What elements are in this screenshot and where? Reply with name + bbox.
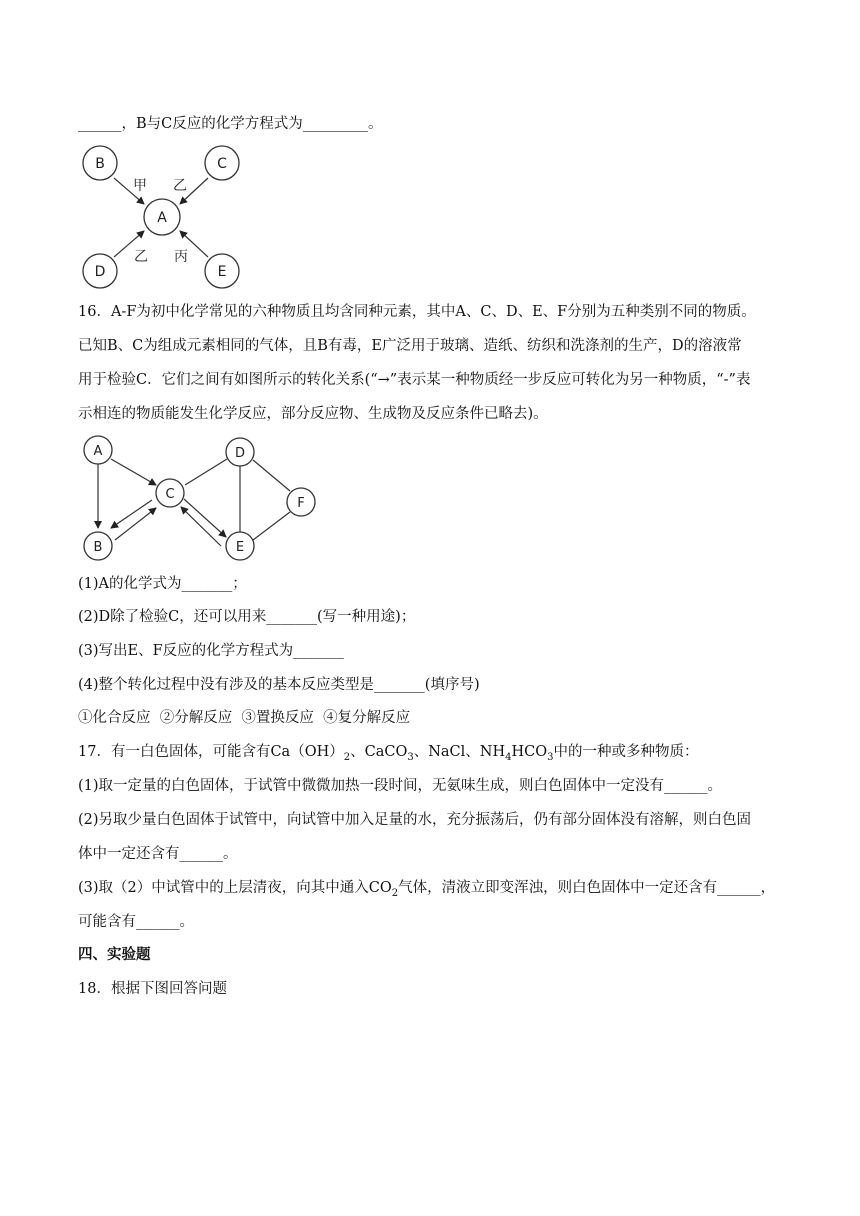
q16-arrow-c-e	[184, 499, 226, 537]
q17-intro: 17．有一白色固体，可能含有$Ca(OH)_2$、CaCO$_3$、NaCl、$NH_4HCO_3$中的一种或多种物质：	[78, 744, 699, 763]
q15-label-jia: 甲	[133, 178, 147, 194]
q17-sub1: (1)取一定量的白色固体，于试管中微微加热一段时间，无氨味生成，则白色固体中一定没有______。	[78, 778, 723, 794]
q15-node-b-label: B	[95, 156, 105, 172]
q16-sub1: (1)A的化学式为_______；	[78, 576, 247, 592]
q18-text: 18．根据下图回答问题	[78, 981, 227, 997]
q16-node-a-label: A	[93, 444, 103, 459]
q16-link-d-f	[253, 460, 290, 491]
q16-node-c-label: C	[165, 487, 175, 502]
q15-label-bing: 丙	[174, 249, 188, 265]
q16-para-line2: 已知B、C为组成元素相同的气体，且B有毒，E广泛用于玻璃、造纸、纺织和洗涤剂的生产，D的溶液常	[78, 338, 742, 354]
q16-para-line1: 16．A-F为初中化学常见的六种物质且均含同种元素，其中A、C、D、E、F分别为五种类别不同的物质。	[78, 304, 756, 320]
q16-arrow-a-c	[111, 459, 156, 485]
q17-sub2-line1: (2)另取少量白色固体于试管中，向试管中加入足量的水，充分振荡后，仍有部分固体没有溶解，则白色固	[78, 812, 752, 828]
q16-arrow-b-c	[115, 508, 156, 540]
q16-node-f-label: F	[297, 496, 305, 511]
q16-sub2: (2)D除了检验C，还可以用来_______(写一种用途)；	[78, 609, 416, 625]
q15-label-yi-top: 乙	[173, 178, 187, 194]
q16-node-d-label: D	[234, 446, 246, 461]
q16-link-c-d	[185, 459, 227, 485]
q16-node-e-label: E	[235, 540, 245, 555]
q15-node-c-label: C	[217, 156, 227, 172]
q17-sub3-line1: (3)取（2）中试管中的上层清夜，向其中通入$CO_2$气体，清液立即变浑浊，则白色固体中一定还含有______，	[78, 880, 776, 899]
q15-node-e-label: E	[217, 264, 227, 280]
q15-tail-line: ______，B与C反应的化学方程式为_________。	[78, 116, 383, 132]
q16-para-line3: 用于检验C．它们之间有如图所示的转化关系(“→”表示某一种物质经一步反应可转化为另一种物质，“-”表	[78, 372, 751, 388]
q16-sub4: (4)整个转化过程中没有涉及的基本反应类型是_______(填序号)	[78, 677, 480, 693]
q16-arrow-c-b	[111, 500, 152, 528]
q17-sub2-line2: 体中一定还含有______。	[78, 846, 238, 862]
section-heading-experiment: 四、实验题	[78, 946, 151, 963]
q16-sub3: (3)写出E、F反应的化学方程式为_______	[78, 643, 344, 659]
q16-options: ①化合反应 ②分解反应 ③置换反应 ④复分解反应	[78, 710, 411, 726]
q15-node-d-label: D	[94, 264, 106, 280]
q16-diagram	[80, 436, 320, 564]
q17-sub3-line2: 可能含有______。	[78, 914, 194, 930]
q15-node-a-label: A	[157, 210, 167, 226]
q15-label-yi-bottom: 乙	[134, 249, 148, 265]
q15-diagram	[78, 145, 248, 295]
q16-para-line4: 示相连的物质能发生化学反应，部分反应物、生成物及反应条件已略去)。	[78, 406, 548, 422]
q16-node-b-label: B	[93, 540, 103, 555]
q16-link-f-e	[253, 512, 290, 540]
